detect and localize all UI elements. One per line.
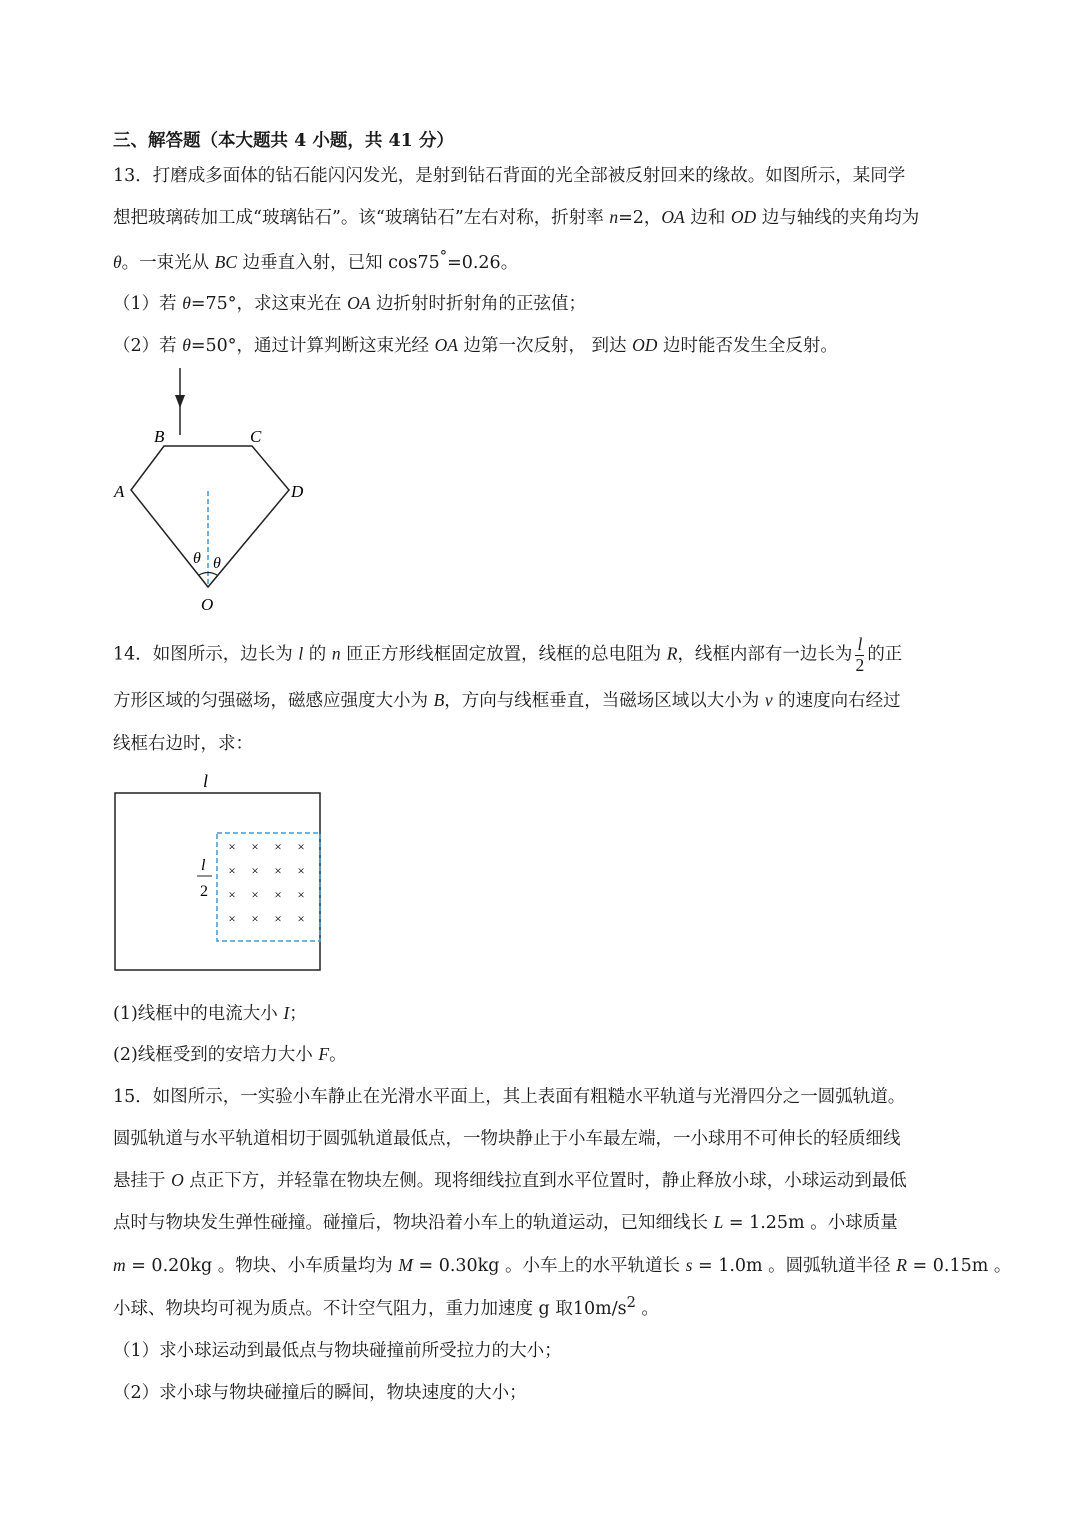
q15-part-2: （2）求小球与物块碰撞后的瞬间，物块速度的大小； (113, 1383, 527, 1403)
q15-line-4: 点时与物块发生弹性碰撞。碰撞后，物块沿着小车上的轨道运动，已知细线长 L = 1.25m 。小球质量 (113, 1212, 898, 1233)
field-crosses (228, 839, 304, 926)
q15-line-2: 圆弧轨道与水平轨道相切于圆弧轨道最低点，一物块静止于小车最左端，一小球用不可伸长的轻质细线 (113, 1129, 901, 1149)
q14-line-2: 方形区域的匀强磁场，磁感应强度大小为 B，方向与线框垂直，当磁场区域以大小为 v 的速度向右经过 (113, 690, 901, 711)
q15-line-1: 15．如图所示，一实验小车静止在光滑水平面上，其上表面有粗糙水平轨道与光滑四分之一圆弧轨道。 (113, 1087, 906, 1107)
q15-line-5: m = 0.20kg 。物块、小车质量均为 M = 0.30kg 。小车上的水平轨道长 s = 1.0m 。圆弧轨道半径 R = 0.15m 。 (113, 1255, 1012, 1276)
field-cross-1-0: × (228, 863, 236, 878)
q13-part-2: （2）若 θ=50°，通过计算判断这束光经 OA 边第一次反射， 到达 OD 边时能否发生全反射。 (113, 335, 838, 356)
q13-line-2: 想把玻璃砖加工成“玻璃钻石”。该“玻璃钻石”左右对称，折射率 n=2，OA 边和 OD 边与轴线的夹角均为 (113, 207, 920, 228)
field-cross-1-3: × (297, 863, 305, 878)
field-cross-0-2: × (274, 839, 282, 854)
q15-line-3: 悬挂于 O 点正下方，并轻靠在物块左侧。现将细线拉直到水平位置时，静止释放小球，小球运动到最低 (113, 1170, 907, 1191)
q14-sub-2: (2)线框受到的安培力大小 F。 (113, 1044, 347, 1065)
diamond-figure (100, 365, 330, 620)
field-cross-1-1: × (251, 863, 259, 878)
label-a: A (114, 482, 125, 501)
q14-line-1: 14．如图所示，边长为 l 的 n 匝正方形线框固定放置，线框的总电阻为 R，线框内部有一边长为 $\frac{l}{2}$ 的正 (113, 634, 903, 675)
coil-figure (110, 765, 330, 977)
fraction-l-over-2: $\frac{l}{2}$ (855, 634, 865, 675)
section-heading: 三、解答题（本大题共 4 小题，共 41 分） (113, 131, 454, 151)
label-side-l: l (203, 771, 209, 791)
q14-line-3: 线框右边时，求： (113, 734, 253, 754)
q13-part-1: （1）若 θ=75°，求这束光在 OA 边折射时折射角的正弦值； (113, 293, 586, 314)
field-cross-3-2: × (274, 911, 282, 926)
square-coil (115, 793, 320, 970)
field-cross-2-0: × (228, 887, 236, 902)
label-o: O (201, 595, 214, 614)
diamond-outline (131, 446, 289, 587)
q15-part-1: （1）求小球运动到最低点与物块碰撞前所受拉力的大小； (113, 1341, 562, 1361)
label-d: D (291, 482, 304, 501)
label-theta-left: θ (193, 550, 201, 567)
field-cross-3-1: × (251, 911, 259, 926)
label-b: B (154, 427, 165, 446)
field-cross-2-1: × (251, 887, 259, 902)
label-c: C (250, 427, 262, 446)
field-cross-2-2: × (274, 887, 282, 902)
field-cross-0-0: × (228, 839, 236, 854)
field-cross-3-3: × (297, 911, 305, 926)
q13-line-3: θ。一束光从 BC 边垂直入射，已知 cos75°=0.26。 (113, 248, 519, 273)
label-half-l-den: 2 (200, 883, 208, 900)
field-cross-0-3: × (297, 839, 305, 854)
ray-arrow-icon (175, 395, 185, 408)
q15-line-6: 小球、物块均可视为质点。不计空气阻力，重力加速度 g 取$10m/s^2$ 。 (113, 1294, 659, 1319)
q13-line-1: 13．打磨成多面体的钻石能闪闪发光，是射到钻石背面的光全部被反射回来的缘故。如图所示，某同学 (113, 166, 906, 186)
q14-sub-1: (1)线框中的电流大小 I； (113, 1003, 307, 1024)
label-theta-right: θ (213, 555, 221, 572)
field-cross-1-2: × (274, 863, 282, 878)
label-half-l-num: l (201, 857, 206, 874)
field-cross-2-3: × (297, 887, 305, 902)
field-cross-3-0: × (228, 911, 236, 926)
field-cross-0-1: × (251, 839, 259, 854)
